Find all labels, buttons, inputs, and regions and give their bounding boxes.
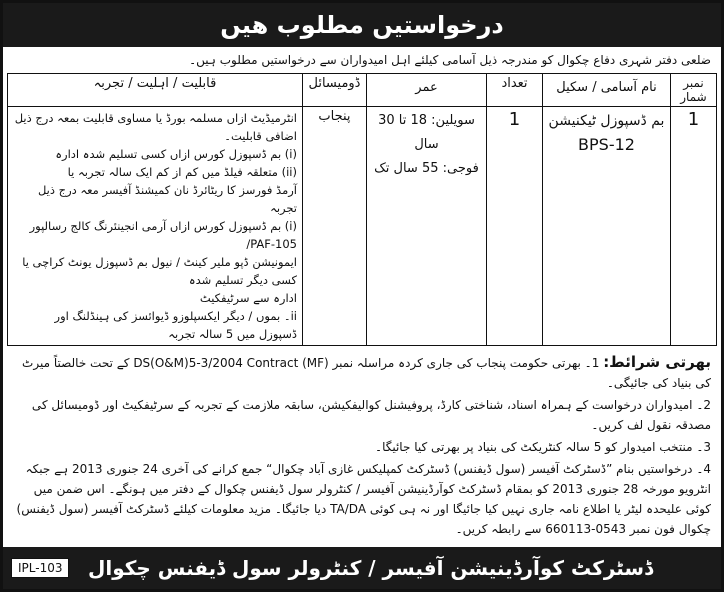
footer-bar bbox=[3, 547, 721, 589]
qualification-line: ایمونیشن ڈپو ملیر کینٹ / نیول بم ڈسپوزل یونٹ کراچی یا کسی دیگر تسلیم شدہ bbox=[22, 255, 297, 287]
qualification-line: ادارہ سے سرٹیفکیٹ bbox=[199, 291, 297, 305]
ad-code: IPL-103 bbox=[11, 558, 69, 578]
cell-serial: 1 bbox=[671, 107, 717, 346]
cell-age bbox=[367, 107, 487, 346]
condition-text: 1۔ بھرتی حکومت پنجاب کی جاری کردہ مراسلہ نمبر DS(O&M)5-3/2004 Contract (MF) کے تحت خالصتاً میرٹ کی بنیاد کی جائیگی۔ bbox=[22, 356, 711, 390]
condition-1 bbox=[13, 352, 711, 393]
cell-qualification bbox=[8, 107, 303, 346]
post-scale: BPS-12 bbox=[578, 135, 635, 154]
cell-post bbox=[543, 107, 671, 346]
header-count: تعداد bbox=[487, 74, 543, 107]
cell-count: 1 bbox=[487, 107, 543, 346]
header-domicile: ڈومیسائل bbox=[303, 74, 367, 107]
header-post: نام آسامی / سکیل bbox=[543, 74, 671, 107]
qualification-line: انٹرمیڈیٹ ازاں مسلمہ بورڈ یا مساوی قابلیت بمعہ درج ذیل اضافی قابلیت۔ bbox=[14, 111, 297, 143]
header-age: عمر bbox=[367, 74, 487, 107]
condition-4: 4۔ درخواستیں بنام ”ڈسٹرکٹ آفیسر (سول ڈیفنس) ڈسٹرکٹ کمپلیکس غازی آباد چکوال“ جمع کرانے کی آخری 24 جنوری 2013 ہے جبکہ انٹرویو مورخہ 28 جنوری 2013 کو بمقام ڈسٹرکٹ کوآرڈینیشن آفیسر / کنٹرولر سول ڈیفنس چکوال کے دفتر میں ہونگے۔ اس ضمن میں کوئی علیحدہ لیٹر یا اطلاع نامہ جاری نہیں کیا جائیگا اور نہ ہی کوئی TA/DA دیا جائیگا۔ مزید معلومات کیلئے ڈسٹرکٹ آفیسر (سول ڈیفنس) چکوال فون نمبر 0543-660113 سے رابطہ کریں۔ bbox=[16, 462, 711, 536]
post-name: بم ڈسپوزل ٹیکنیشن bbox=[548, 113, 665, 129]
qualification-line: (i) بم ڈسپوزل کورس ازاں کسی تسلیم شدہ ادارہ bbox=[55, 147, 297, 161]
table-row bbox=[8, 107, 717, 346]
cell-domicile: پنجاب bbox=[303, 107, 367, 346]
table-header-row bbox=[8, 74, 717, 107]
header-serial: نمبر شمار bbox=[671, 74, 717, 107]
age-military: فوجی: 55 سال تک bbox=[374, 161, 479, 176]
qualification-line: ii۔ بموں / دیگر ایکسپلوزو ڈیوائسز کی ہینڈلنگ اور ڈسپوزل میں 5 سالہ تجربہ bbox=[54, 309, 297, 341]
intro-text: ضلعی دفتر شہری دفاع چکوال کو مندرجہ ذیل آسامی کیلئے اہل امیدواران سے درخواستیں مطلوب ہیں۔ bbox=[189, 53, 711, 67]
qualification-line: (i) بم ڈسپوزل کورس ازاں آرمی انجینئرنگ کالج رسالپور PAF-105/ bbox=[29, 219, 297, 251]
condition-3: 3۔ منتخب امیدوار کو 5 سالہ کنٹریکٹ کی بنیاد پر بھرتی کیا جائیگا۔ bbox=[375, 440, 711, 454]
vacancy-table bbox=[7, 73, 717, 346]
conditions bbox=[13, 352, 711, 541]
condition-2: 2۔ امیدواران درخواست کے ہمراہ اسناد، شناختی کارڈ، پروفیشنل کوالیفکیشن، سابقہ ملازمت کے تجربہ کے سرٹیفکیٹ اور ڈومیسائل کی مصدقہ نقول لف کریں۔ bbox=[31, 398, 711, 432]
ad-title: درخواستیں مطلوب ھیں bbox=[3, 3, 721, 47]
conditions-label: بھرتی شرائط: bbox=[603, 353, 711, 371]
qualification-line: (ii) متعلقہ فیلڈ میں کم از کم ایک سالہ تجربہ یا bbox=[67, 165, 297, 179]
qualification-line: آرمڈ فورسز کا ریٹائرڈ نان کمیشنڈ آفیسر معہ درج ذیل تجربہ bbox=[37, 183, 297, 215]
header-qualification: قابلیت / اہلیت / تجربہ bbox=[8, 74, 303, 107]
age-civilian: سویلین: 18 تا 30 سال bbox=[378, 113, 475, 152]
issuer-title: ڈسٹرکٹ کوآرڈینیشن آفیسر / کنٹرولر سول ڈیفنس چکوال bbox=[88, 556, 653, 580]
